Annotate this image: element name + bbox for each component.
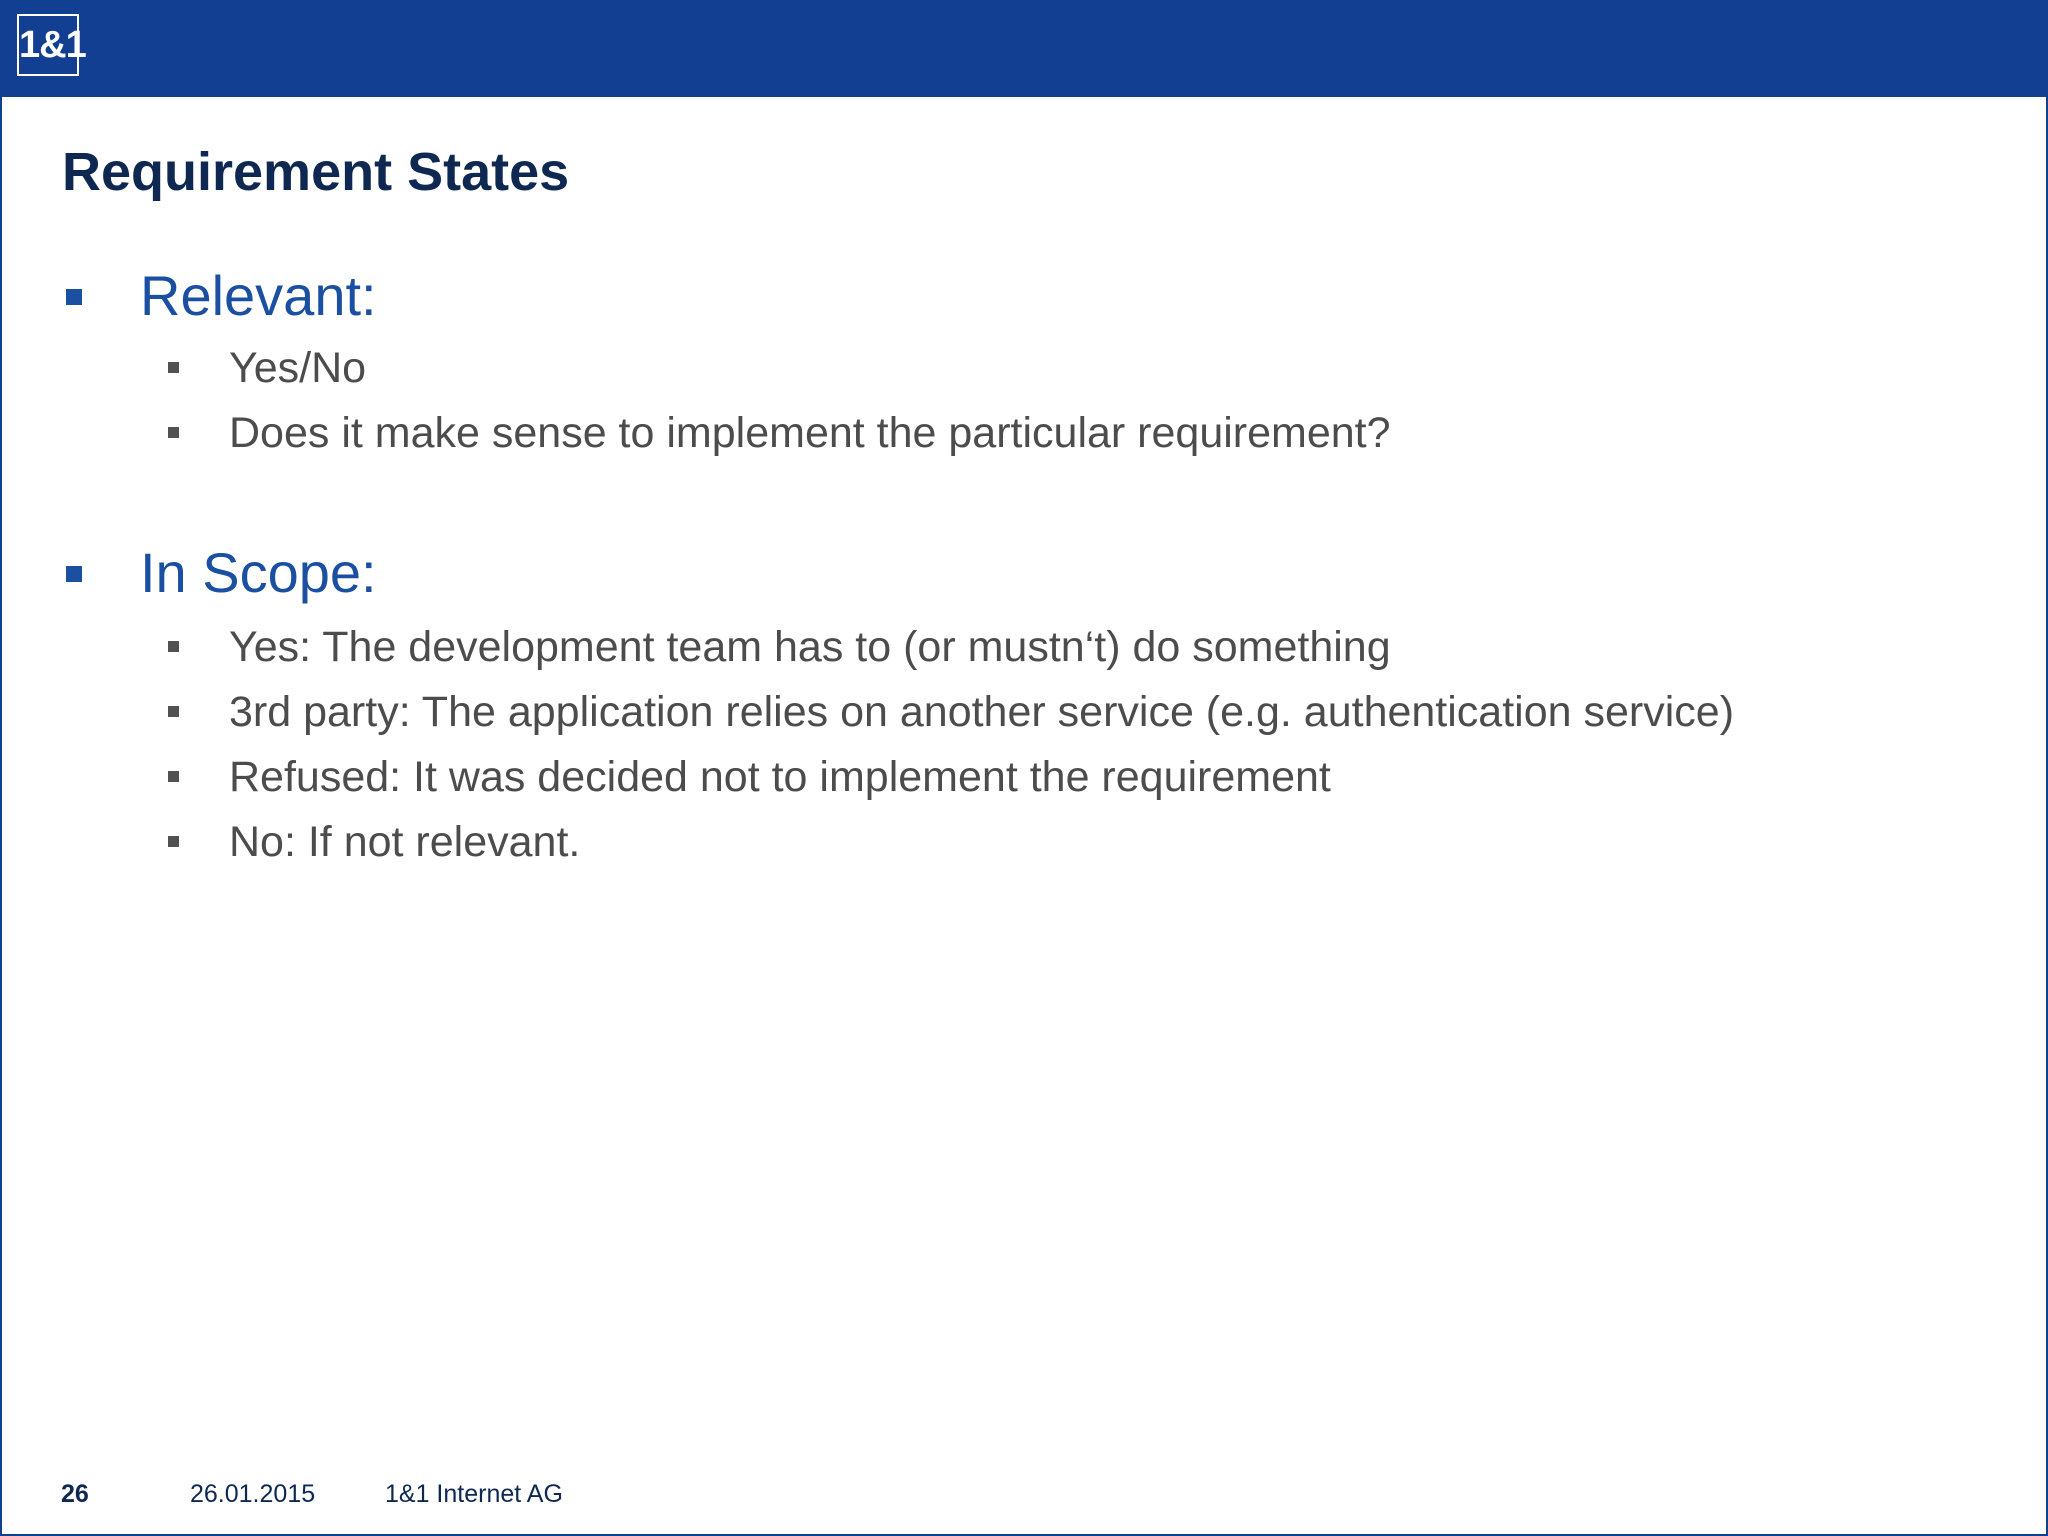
small-square-bullet-icon: [168, 836, 179, 847]
square-bullet-icon: [66, 566, 82, 582]
section-label-relevant: Relevant:: [140, 264, 377, 327]
footer-company: 1&1 Internet AG: [385, 1480, 563, 1508]
list-item: Yes/No: [229, 344, 367, 392]
small-square-bullet-icon: [168, 706, 179, 717]
brand-logo: 1&1: [17, 14, 79, 76]
slide-title: Requirement States: [62, 142, 570, 202]
small-square-bullet-icon: [168, 771, 179, 782]
list-item: No: If not relevant.: [229, 818, 581, 866]
section-label-in-scope: In Scope:: [140, 541, 377, 604]
list-item: Refused: It was decided not to implement the requirement: [229, 753, 1331, 801]
small-square-bullet-icon: [168, 427, 179, 438]
list-item: Yes: The development team has to (or mustn‘t) do something: [229, 623, 1391, 671]
footer-date: 26.01.2015: [190, 1480, 316, 1508]
list-item: 3rd party: The application relies on another service (e.g. authentication service): [229, 688, 1735, 736]
list-item: Does it make sense to implement the particular requirement?: [229, 409, 1391, 457]
small-square-bullet-icon: [168, 641, 179, 652]
page-number: 26: [61, 1480, 89, 1508]
header-bar: [2, 0, 2046, 97]
small-square-bullet-icon: [168, 362, 179, 373]
square-bullet-icon: [66, 289, 82, 305]
